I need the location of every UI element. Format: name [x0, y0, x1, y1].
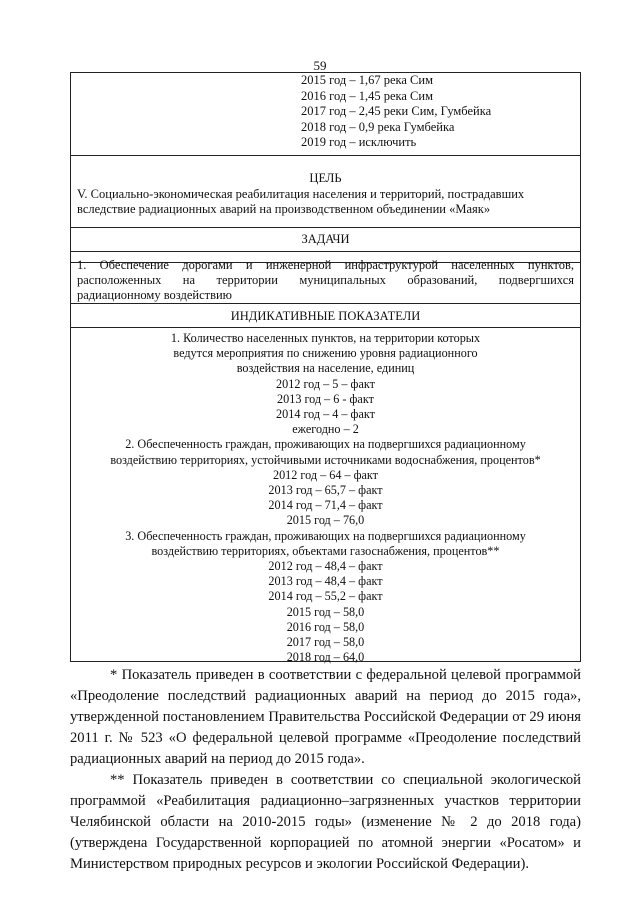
goal-text	[71, 187, 580, 217]
tasks-header: ЗАДАЧИ	[301, 232, 350, 246]
footnote-2: ** Показатель приведен в соответствии со специальной экологической программой «Реабилитация радиационно–загрязненных участков территории Челябинской области на 2010-2015 годы» (изменение № 2 до 2018 года) (утверждена Государственной корпорацией по атомной энергии «Росатом» и Министерством природных ресурсов и экологии Российской Федерации).	[70, 772, 581, 872]
indicators-row	[71, 328, 580, 663]
tasks-text-line: 1. Обеспечение дорогами и инженерной инфраструктурой населенных пунктов,	[77, 258, 574, 272]
indicator-line: 2017 год – 58,0	[286, 635, 365, 650]
values-row	[71, 73, 580, 156]
indicator-line: 2014 год – 4 – факт	[276, 407, 375, 422]
page-number: 59	[313, 58, 327, 73]
indicator-line: 2013 год – 6 - факт	[277, 391, 374, 406]
footnotes	[70, 665, 581, 875]
footnote-1: * Показатель приведен в соответствии с федеральной целевой программой «Преодоление последствий радиационных аварий на период до 2015 года», утвержденной постановлением Правительства Российской Федерации от 29 июня 2011 г. № 523 «О федеральной целевой программе «Преодоление последствий радиационных аварий на период до 2015 года».	[70, 667, 581, 767]
indicators-list	[71, 331, 580, 665]
indicator-line: 2014 год – 55,2 – факт	[268, 589, 383, 604]
indicator-line: воздействию территориях, объектами газоснабжения, процентов**	[151, 543, 500, 558]
tasks-header-row	[71, 228, 580, 252]
tasks-row	[71, 252, 580, 304]
value-line: 2016 год – 1,45 река Сим	[301, 88, 433, 103]
goal-text-line: вследствие радиационных аварий на производственном объединении «Маяк»	[77, 202, 491, 216]
goals-table	[70, 72, 581, 665]
indicator-line: 2012 год – 5 – факт	[276, 376, 375, 391]
indicator-line: 2013 год – 65,7 – факт	[268, 483, 383, 498]
goal-text-line: V. Социально-экономическая реабилитация населения и территорий, пострадавших	[77, 187, 525, 201]
values-list	[301, 73, 491, 151]
indicator-line: 1. Количество населенных пунктов, на территории которых	[170, 331, 481, 345]
indicator-line: 2014 год – 71,4 – факт	[268, 498, 383, 513]
goal-row	[71, 180, 580, 228]
indicator-line: 2012 год – 48,4 – факт	[268, 559, 383, 574]
indicator-line: 2012 год – 64 – факт	[272, 467, 378, 482]
value-line: 2017 год – 2,45 реки Сим, Гумбейка	[301, 104, 492, 119]
indicator-line: воздействию территориях, устойчивыми источниками водоснабжения, процентов*	[110, 452, 541, 467]
indicator-line: 2015 год – 58,0	[286, 604, 365, 619]
indicators-header: ИНДИКАТИВНЫЕ ПОКАЗАТЕЛИ	[230, 309, 421, 323]
tasks-text-line: радиационному воздействию	[77, 288, 233, 302]
indicator-line: 2015 год – 76,0	[286, 513, 365, 528]
indicator-line: 2016 год – 58,0	[286, 619, 365, 634]
indicator-line: ежегодно – 2	[292, 422, 359, 437]
indicators-header-row	[71, 304, 580, 328]
indicator-line: 3. Обеспеченность граждан, проживающих на подвергшихся радиационному	[125, 528, 526, 543]
tasks-text	[71, 258, 580, 303]
value-line: 2018 год – 0,9 река Гумбейка	[301, 119, 455, 134]
tasks-text-line: расположенных на территории муниципальных образований, подвергшихся	[77, 273, 574, 287]
value-line: 2019 год – исключить	[301, 135, 417, 150]
indicator-line: 2. Обеспеченность граждан, проживающих на подвергшихся радиационному	[125, 437, 526, 452]
value-line: 2015 год – 1,67 река Сим	[301, 73, 433, 87]
indicator-line: 2013 год – 48,4 – факт	[268, 574, 383, 589]
indicator-line: ведутся мероприятия по снижению уровня радиационного	[173, 346, 478, 361]
indicator-line: воздействия на население, единиц	[236, 361, 415, 376]
goal-header: ЦЕЛЬ	[309, 171, 342, 185]
indicator-line: 2018 год – 64,0	[286, 650, 365, 665]
